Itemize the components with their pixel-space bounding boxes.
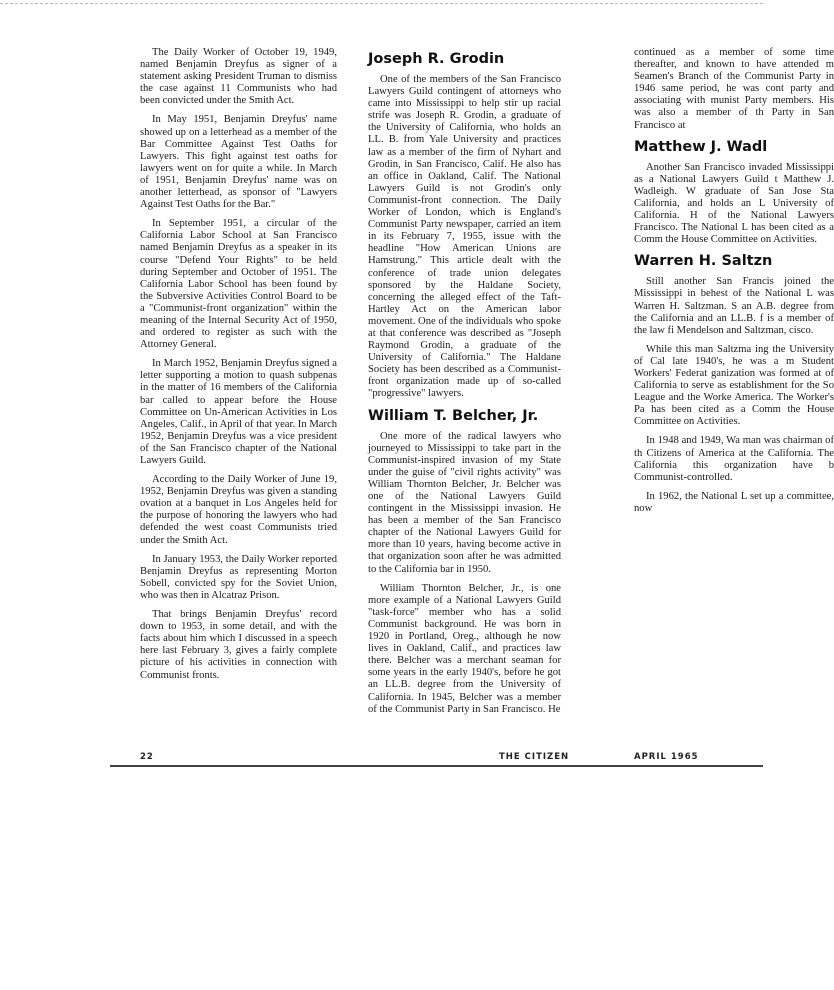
paragraph: That brings Benjamin Dreyfus' record down to 1953, in some detail, and with the facts about him which I discussed in a speech here last February 3, gives a fairly complete picture of his activities in connection with Communist fronts. [140, 609, 337, 681]
paragraph: In March 1952, Benjamin Dreyfus signed a letter supporting a motion to quash subpenas in the matter of 16 members of the California bar called to appear before the House Committee on Un-American Activities in Los Angeles, Calif., in April of that year. In March 1952, Benjamin Dreyfus was a vice president of the San Francisco chapter of the National Lawyers Guild. [140, 358, 337, 466]
paragraph: One of the members of the San Francisco Lawyers Guild contingent of attorneys who came into Mississippi to help stir up racial strife was Joseph R. Grodin, a graduate of the University of California, who holds an LL. B. from Yale University and practices law as a member of the firm of Nyhart and Grodin, in San Francisco, Calif. He also has an office in Oakland, Calif. The National Lawyers Guild is not Grodin's only Communist-front connection. The Daily Worker of London, which is England's Communist Party newspaper, carried an item in its February 7, 1955, issue with the headline "How American Unions are Hamstrung." This article dealt with the conference of trade union delegates sponsored by the Haldane Society, concerning the alleged effect of the Taft-Hartley Act on the American labor movement. One of the individuals who spoke at that conference was described as "Joseph Raymond Grodin, a graduate of the University of California." The Haldane Society has been described as a Communist-front organization made up of so-called "progressive" lawyers. [368, 74, 561, 400]
paragraph: Another San Francisco invaded Mississippi as a National Lawyers Guild t Matthew J. Wadleigh. W graduate of San Jose Sta California, and holds an L University of California. H of the National Lawyers Francisco. The National L has been cited as a Comm the House Committee on Activities. [634, 161, 834, 246]
paragraph: In January 1953, the Daily Worker reported Benjamin Dreyfus as representing Morton Sobell, convicted spy for the Soviet Union, who was then in Alcatraz Prison. [140, 553, 337, 601]
paragraph: continued as a member of some time thereafter, and known to have attended m Seamen's Branch of the Communist Party in 1946 same period, he was cont party and associating with munist Party members. His was also a member of th Party in San Francisco at [634, 47, 834, 131]
paragraph: While this man Saltzma ing the University of Cal late 1940's, he was a m Student Workers' Federat ganization was formed at of California to serve as establishment for the So League and the Worke America. The Worker's Pa has been cited as a Comm the House Committee on Activities. [634, 343, 834, 428]
paragraph: William Thornton Belcher, Jr., is one more example of a National Lawyers Guild "task-force" member who has a solid Communist background. He was born in 1920 in Portland, Oreg., although he now lives in Oakland, Calif., and practices law there. Belcher was a merchant seaman for some years in the early 1940's, before he got an LL.B. degree from the University of California. In 1945, Belcher was a member of the Communist Party in San Francisco. He [368, 582, 561, 715]
paragraph: In 1962, the National L set up a committee, now [634, 490, 834, 514]
issue-date: APRIL 1965 [634, 752, 699, 762]
page-number: 22 [140, 752, 154, 762]
section-heading-grodin: Joseph R. Grodin [368, 51, 505, 67]
section-heading-saltzman: Warren H. Saltzn [634, 253, 773, 270]
paragraph: In May 1951, Benjamin Dreyfus' name showed up on a letterhead as a member of the Bar Committee Against Test Oaths for Lawyers. This fight against test oaths for lawyers went on for quite a while. In March of 1951, Benjamin Dreyfus' name was on another letterhead, as sponsor of "Lawyers Against Test Oaths for the Bar." [140, 114, 337, 211]
paragraph: In September 1951, a circular of the California Labor School at San Francisco named Benjamin Dreyfus as a speaker in its course "Defend Your Rights" to be held during September and October of 1951. The California Labor School has been found by the Subversive Activities Control Board to be a "Communist-front organization" within the meaning of the Internal Security Act of 1950, and ordered to register as such with the Attorney General. [140, 218, 337, 351]
publication-name: THE CITIZEN [499, 752, 570, 762]
section-heading-wadleigh: Matthew J. Wadl [634, 138, 768, 155]
paragraph: Still another San Francis joined the Mississippi in behest of the National L was Warren H. Saltzman. S an A.B. degree from the California and an LL.B. f is a member of the law fi Mendelson and Saltzman, cisco. [634, 276, 834, 336]
top-rule [0, 3, 763, 4]
left-column [140, 47, 337, 689]
bottom-rule [110, 765, 763, 767]
paragraph: The Daily Worker of October 19, 1949, named Benjamin Dreyfus as signer of a statement asking President Truman to dismiss the case against 11 Communists who had been convicted under the Smith Act. [140, 47, 337, 107]
paragraph: One more of the radical lawyers who journeyed to Mississippi to take part in the Communist-inspired invasion of my State under the guise of "civil rights activity" was William Thornton Belcher, Jr. Belcher was one of the National Lawyers Guild contingent in the Mississippi invasion. He has been a member of the San Francisco chapter of the National Lawyers Guild for more than 10 years, having become active in that organization soon after he was admitted to the California bar in 1950. [368, 430, 561, 575]
right-column [634, 47, 834, 522]
middle-column [368, 47, 561, 723]
section-heading-belcher: William T. Belcher, Jr. [368, 407, 539, 424]
paragraph: According to the Daily Worker of June 19, 1952, Benjamin Dreyfus was given a standing ovation at a banquet in Los Angeles held for the purpose of honoring the lawyers who had defended the west coast Communists tried under the Smith Act. [140, 474, 337, 546]
paragraph: In 1948 and 1949, Wa man was chairman of th Citizens of America at the California. The California this organization have b Communist-controlled. [634, 435, 834, 483]
